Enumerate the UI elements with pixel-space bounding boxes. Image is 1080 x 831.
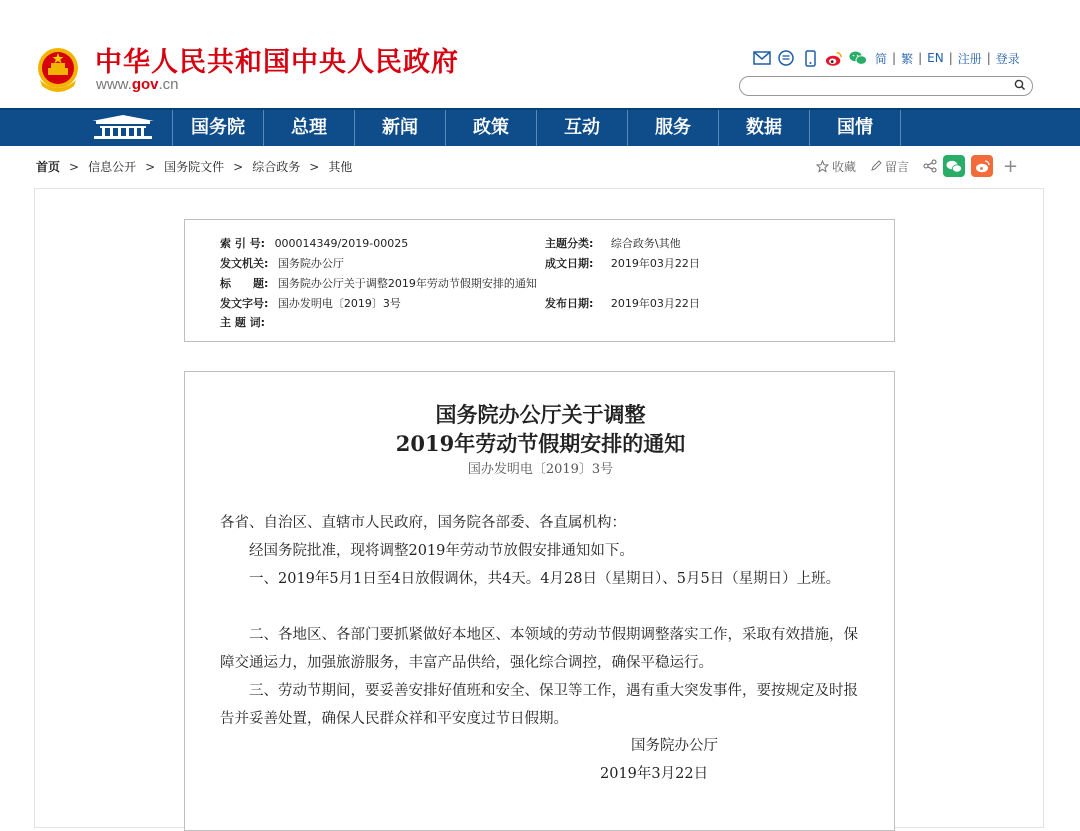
document-paragraph-1: 经国务院批准，现将调整2019年劳动节放假安排通知如下。 — [220, 543, 634, 559]
pencil-icon — [870, 160, 882, 172]
link-register[interactable]: 注册 — [957, 51, 982, 66]
divider: | — [986, 51, 991, 65]
search-input[interactable] — [750, 78, 1004, 96]
breadcrumb-state-council-docs[interactable]: 国务院文件 — [164, 160, 225, 174]
search-icon[interactable] — [1014, 79, 1026, 91]
document-info-table — [184, 219, 895, 342]
share-icon[interactable] — [923, 159, 937, 173]
comment-label: 留言 — [885, 159, 910, 174]
site-header — [0, 0, 1080, 108]
more-share-icon[interactable]: + — [1003, 155, 1019, 177]
breadcrumb-general-affairs[interactable]: 综合政务 — [252, 160, 301, 174]
info-docno-value: 国办发明电〔2019〕3号 — [277, 297, 401, 310]
info-title-label: 标 题: — [220, 277, 269, 290]
weibo-share-icon[interactable] — [971, 155, 993, 177]
comment-button[interactable] — [870, 158, 909, 175]
nav-items — [172, 110, 901, 146]
info-published-row — [545, 295, 700, 311]
site-url-brand: gov — [131, 76, 159, 93]
info-written-value: 2019年03月22日 — [610, 257, 700, 270]
info-published-label: 发布日期: — [545, 297, 594, 310]
document-salutation: 各省、自治区、直辖市人民政府，国务院各部委、各直属机构： — [220, 515, 626, 531]
main-nav — [0, 108, 1080, 146]
info-docno-row — [220, 295, 401, 311]
document-body — [184, 371, 895, 831]
link-login[interactable]: 登录 — [995, 51, 1020, 66]
wechat-share-icon[interactable] — [943, 155, 965, 177]
nav-item-national-info[interactable]: 国情 — [809, 110, 901, 146]
nav-item-news[interactable]: 新闻 — [354, 110, 445, 146]
share-toolbar — [816, 155, 1018, 177]
info-issuer-label: 发文机关: — [220, 257, 269, 270]
info-title-row — [220, 275, 537, 291]
nav-item-data[interactable]: 数据 — [718, 110, 809, 146]
national-emblem-icon[interactable] — [36, 46, 80, 94]
site-title[interactable]: 中华人民共和国中央人民政府 — [95, 47, 459, 78]
document-paragraph-4: 三、劳动节期间，要妥善安排好值班和安全、保卫等工作，遇有重大突发事件，要按规定及时报告并妥善处置，确保人民群众祥和平安度过节日假期。 — [220, 683, 858, 727]
mail-icon[interactable] — [753, 49, 771, 67]
chevron-right-icon: > — [69, 159, 80, 174]
info-index-label: 索 引 号: — [220, 237, 266, 250]
divider: | — [918, 51, 923, 65]
info-issuer-row — [220, 255, 344, 271]
document-title-line1: 国务院办公厅关于调整 — [435, 402, 646, 427]
site-url-suffix: .cn — [158, 76, 179, 93]
header-tools — [753, 48, 1020, 68]
info-title-value: 国务院办公厅关于调整2019年劳动节假期安排的通知 — [277, 277, 537, 290]
document-title-line2: 2019年劳动节假期安排的通知 — [395, 431, 686, 456]
link-traditional[interactable]: 繁 — [901, 51, 914, 66]
document-paragraph-3: 二、各地区、各部门要抓紧做好本地区、本领域的劳动节假期调整落实工作，采取有效措施，保障交通运力，加强旅游服务，丰富产品供给，强化综合调控，确保平稳运行。 — [220, 627, 858, 671]
site-url[interactable] — [96, 76, 179, 93]
link-simplified[interactable]: 简 — [875, 51, 888, 66]
info-issuer-value: 国务院办公厅 — [277, 257, 344, 270]
breadcrumb-info-disclosure[interactable]: 信息公开 — [88, 160, 137, 174]
nav-item-state-council[interactable]: 国务院 — [172, 110, 263, 146]
info-index-row — [220, 235, 408, 251]
chevron-right-icon: > — [309, 159, 320, 174]
divider: | — [948, 51, 953, 65]
wechat-icon[interactable] — [849, 49, 867, 67]
info-written-row — [545, 255, 700, 271]
breadcrumb-home[interactable]: 首页 — [36, 160, 61, 174]
info-keywords-label: 主 题 词: — [220, 316, 266, 329]
favorite-label: 收藏 — [832, 159, 857, 174]
info-subject-label: 主题分类: — [545, 237, 594, 250]
mobile-icon[interactable] — [801, 49, 819, 67]
home-building-icon[interactable] — [88, 114, 158, 142]
favorite-button[interactable] — [816, 158, 856, 175]
info-docno-label: 发文字号: — [220, 297, 269, 310]
document-signature: 国务院办公厅 — [631, 738, 718, 754]
document-date: 2019年3月22日 — [600, 766, 709, 782]
breadcrumb — [36, 158, 352, 175]
info-subject-value: 综合政务\其他 — [610, 237, 681, 250]
info-published-value: 2019年03月22日 — [610, 297, 700, 310]
divider: | — [892, 51, 897, 65]
info-keywords-row — [220, 314, 275, 330]
site-url-prefix: www. — [96, 76, 132, 93]
nav-item-services[interactable]: 服务 — [627, 110, 718, 146]
document-number: 国办发明电〔2019〕3号 — [467, 462, 614, 477]
weibo-icon[interactable] — [825, 49, 843, 67]
nav-item-policy[interactable]: 政策 — [445, 110, 536, 146]
nav-item-premier[interactable]: 总理 — [263, 110, 354, 146]
link-english[interactable]: EN — [927, 51, 944, 65]
language-links — [875, 50, 1020, 67]
nav-item-interaction[interactable]: 互动 — [536, 110, 627, 146]
info-index-value: 000014349/2019-00025 — [274, 237, 409, 250]
star-icon — [816, 160, 829, 173]
rss-icon[interactable] — [777, 49, 795, 67]
chevron-right-icon: > — [233, 159, 244, 174]
chevron-right-icon: > — [145, 159, 156, 174]
document-paragraph-2: 一、2019年5月1日至4日放假调休，共4天。4月28日（星期日）、5月5日（星期日）上班。 — [220, 571, 841, 587]
search-box — [739, 76, 1033, 96]
info-written-label: 成文日期: — [545, 257, 594, 270]
breadcrumb-other[interactable]: 其他 — [328, 160, 353, 174]
info-subject-row — [545, 235, 681, 251]
